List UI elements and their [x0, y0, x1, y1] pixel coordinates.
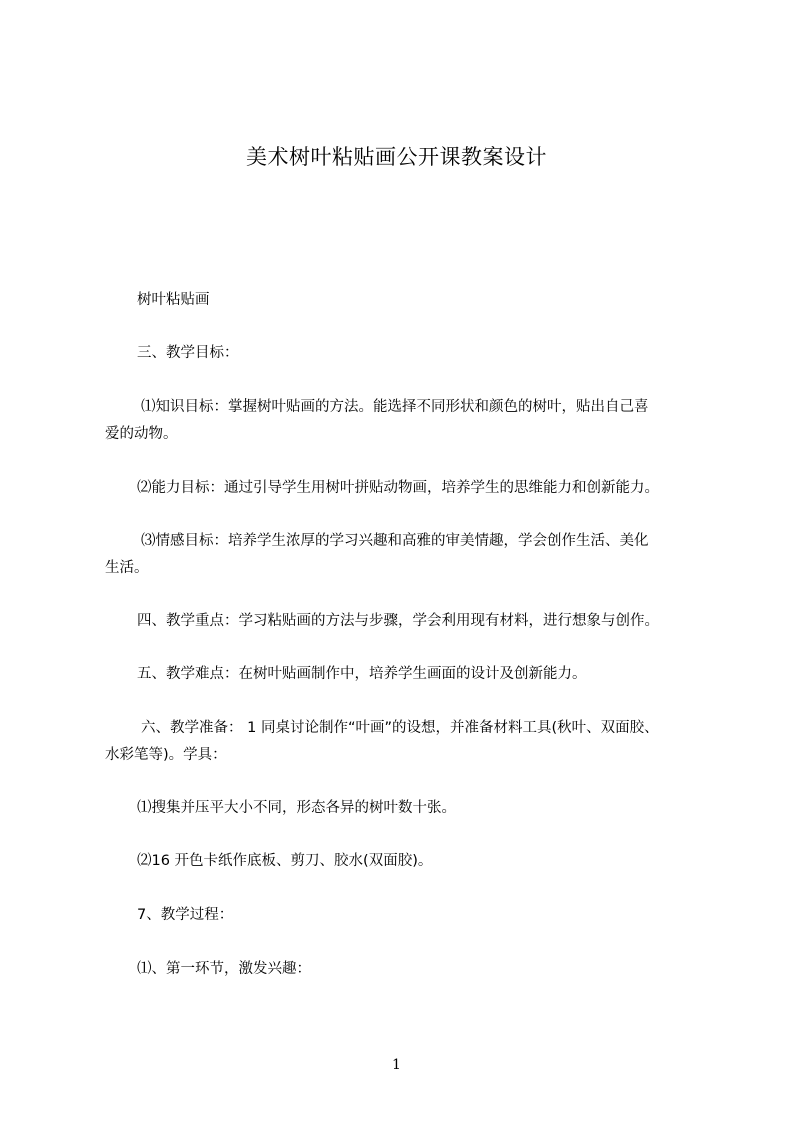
paragraph-text: 树叶粘贴画 — [137, 292, 210, 308]
document-title: 美术树叶粘贴画公开课教案设计 — [246, 145, 547, 169]
paragraph-text: 7、教学过程： — [137, 907, 234, 923]
paragraph-key-points — [105, 608, 749, 635]
paragraph-text: 三、教学目标： — [137, 345, 239, 361]
paragraph-subtitle — [105, 287, 749, 314]
page-number: 1 — [392, 1057, 401, 1073]
paragraph-difficulties — [105, 661, 749, 688]
paragraph-line: ⑶情感目标：培养学生浓厚的学习兴趣和高雅的审美情趣，学会创作生活、美化 — [141, 533, 649, 549]
paragraph-line: 水彩笔等)。学具： — [105, 747, 227, 763]
paragraph-text: 四、教学重点：学习粘贴画的方法与步骤，学会利用现有材料，进行想象与创作。 — [137, 613, 659, 629]
paragraph-preparation — [105, 715, 717, 769]
paragraph-materials — [105, 848, 749, 875]
paragraph-knowledge-objective — [105, 394, 717, 448]
paragraph-line: 生活。 — [105, 560, 149, 576]
paragraph-emotion-objective — [105, 528, 717, 582]
paragraph-collect-leaves — [105, 795, 749, 822]
paragraph-text: 五、教学难点：在树叶贴画制作中，培养学生画面的设计及创新能力。 — [137, 666, 587, 682]
paragraph-process-heading — [105, 902, 749, 929]
paragraph-line: 六、教学准备： 1 同桌讨论制作“叶画”的设想，并准备材料工具(秋叶、双面胶、 — [141, 720, 659, 736]
paragraph-line: 爱的动物。 — [105, 426, 178, 442]
paragraph-objectives-heading — [105, 340, 749, 367]
paragraph-text: ⑴搜集并压平大小不同，形态各异的树叶数十张。 — [137, 800, 456, 816]
paragraph-text: ⑵能力目标：通过引导学生用树叶拼贴动物画，培养学生的思维能力和创新能力。 — [137, 480, 659, 496]
paragraph-text: ⑴、第一环节，激发兴趣： — [137, 961, 311, 977]
paragraph-ability-objective — [105, 475, 749, 502]
paragraph-line: ⑴知识目标：掌握树叶贴画的方法。能选择不同形状和颜色的树叶，贴出自己喜 — [141, 399, 649, 415]
paragraph-text: ⑵16 开色卡纸作底板、剪刀、胶水(双面胶)。 — [137, 853, 433, 869]
paragraph-first-step — [105, 956, 749, 983]
